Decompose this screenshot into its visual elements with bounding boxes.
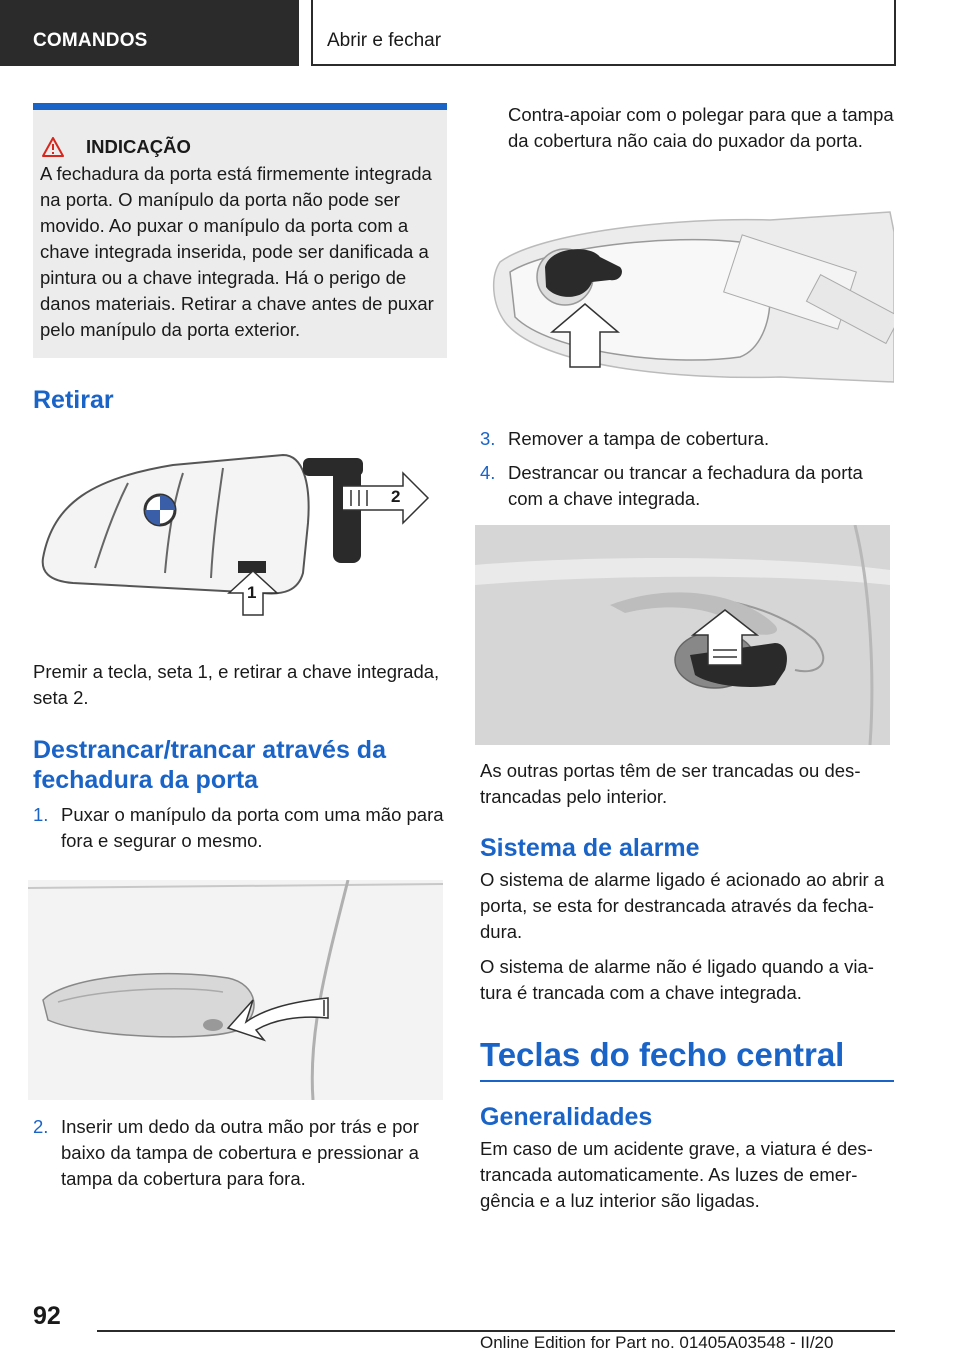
figure-key-removal <box>33 443 447 643</box>
chapter-title: Abrir e fechar <box>311 0 896 66</box>
right-column-top <box>508 102 898 154</box>
left-column <box>33 103 447 415</box>
arrow-label-2: 2 <box>391 487 401 506</box>
door-handle-illustration <box>28 880 443 1100</box>
steps-list-a <box>33 802 447 854</box>
figure-door-handle <box>28 880 443 1100</box>
step-text: Puxar o manípulo da porta com uma mão para fora e segurar o mesmo. <box>61 804 444 851</box>
warning-triangle-icon <box>42 137 64 157</box>
heading-retirar: Retirar <box>33 386 114 414</box>
step-item <box>480 460 894 512</box>
retirar-caption: Premir a tecla, seta 1, e retirar a chave integrada, seta 2. <box>33 661 440 708</box>
steps-list-b <box>480 426 894 512</box>
alarme-p1: O sistema de alarme ligado é acionado ao abrir a porta, se esta for destrancada através da fechadura. <box>480 869 885 942</box>
key-in-lock-illustration <box>475 525 890 745</box>
notice-text: A fechadura da porta está firmemente integrada na porta. O manípulo da porta não pode ser movido. Ao puxar o manípulo da porta com a chave integrada inserida, pode ser danificada a pintura ou a chave integrada. Há o perigo de danos materiais. Retirar a chave antes de puxar pelo manípulo da porta exterior. <box>40 163 434 340</box>
heading-destrancar: Destrancar/trancar através da fechadura da porta <box>33 736 386 794</box>
step-number: 3. <box>480 428 496 449</box>
step-item <box>480 426 894 452</box>
page-number: 92 <box>33 1302 61 1330</box>
step-text: Destrancar ou trancar a fechadura da porta com a chave integrada. <box>508 462 863 509</box>
heading-alarme: Sistema de alarme <box>480 834 700 862</box>
key-removal-illustration <box>33 443 447 643</box>
step-item <box>33 802 447 854</box>
footer-edition: Online Edition for Part no. 01405A03548 - II/20 <box>480 1333 834 1352</box>
step-text: Inserir um dedo da outra mão por trás e por baixo da tampa de cobertura e pressionar a tampa da cobertura para fora. <box>61 1116 419 1189</box>
right-column-mid <box>480 426 894 512</box>
other-doors-note: As outras portas têm de ser trancadas ou destrancadas pelo interior. <box>480 760 861 807</box>
left-column-lower <box>33 659 447 854</box>
left-column-bottom <box>33 1114 447 1192</box>
step-item <box>33 1114 447 1192</box>
notice-box <box>33 103 447 358</box>
notice-header <box>42 134 439 160</box>
step-text: Remover a tampa de cobertura. <box>508 428 770 449</box>
figure-cover-cap <box>480 192 894 402</box>
footer-rule <box>97 1330 895 1332</box>
cover-cap-illustration <box>480 192 894 402</box>
generalidades-text: Em caso de um acidente grave, a viatura é destrancada automaticamente. As luzes de emergência e a luz interior são ligadas. <box>480 1138 873 1211</box>
continuation-text: Contra-apoiar com o polegar para que a tampa da cobertura não caia do puxador da porta. <box>508 104 894 151</box>
right-column-lower <box>480 758 894 1214</box>
heading-teclas: Teclas do fecho central <box>480 1036 894 1082</box>
steps-list-a2 <box>33 1114 447 1192</box>
step-number: 4. <box>480 462 496 483</box>
figure-key-in-lock <box>475 525 890 745</box>
alarme-p2: O sistema de alarme não é ligado quando a viatura é trancada com a chave integrada. <box>480 956 874 1003</box>
step-number: 2. <box>33 1116 49 1137</box>
step-number: 1. <box>33 804 49 825</box>
section-tab: COMANDOS <box>0 0 299 66</box>
arrow-label-1: 1 <box>247 583 257 602</box>
heading-generalidades: Generalidades <box>480 1103 653 1131</box>
notice-title: INDICAÇÃO <box>86 136 191 157</box>
